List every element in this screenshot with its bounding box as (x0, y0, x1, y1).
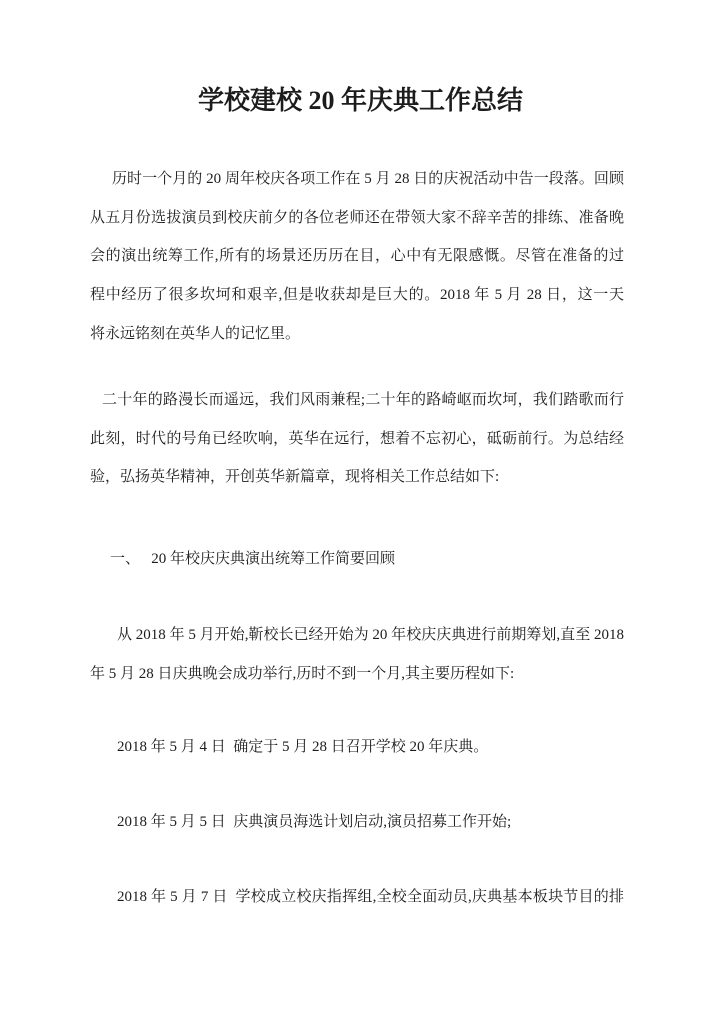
paragraph-line: 二十年的路漫长而遥远，我们风雨兼程;二十年的路崎岖而坎坷，我们踏歌而行 (102, 392, 624, 408)
paragraph-line: 此刻，时代的号角已经吹响，英华在远行，想着不忘初心，砥砺前行。为总结经 (90, 430, 624, 447)
paragraph-line: 会的演出统筹工作,所有的场景还历历在目，心中有无限感慨。尽管在准备的过 (90, 248, 624, 265)
timeline-entry-text: 2018 年 5 月 7 日 学校成立校庆指挥组,全校全面动员,庆典基本板块节目的排 (117, 889, 624, 905)
paragraph-line: 年 5 月 28 日庆典晚会成功举行,历时不到一个月,其主要历程如下: (90, 665, 515, 682)
paragraph-line: 将永远铭刻在英华人的记忆里。 (90, 325, 301, 342)
paragraph-line: 从 2018 年 5 月开始,靳校长已经开始为 20 年校庆庆典进行前期筹划,直至 2018 (117, 627, 624, 643)
paragraph-line: 从五月份选拔演员到校庆前夕的各位老师还在带领大家不辞辛苦的排练、准备晚 (90, 209, 624, 226)
page-title: 学校建校 20 年庆典工作总结 (197, 86, 523, 115)
timeline-entry-text: 2018 年 5 月 4 日 确定于 5 月 28 日召开学校 20 年庆典。 (117, 739, 489, 755)
section-heading-1: 一、 20 年校庆庆典演出统筹工作简要回顾 (110, 551, 396, 567)
timeline-entry-3 (90, 878, 624, 917)
paragraph-reflection (90, 381, 624, 497)
paragraph-planning (90, 616, 624, 693)
timeline-entry-2 (90, 803, 624, 842)
timeline-entry-1 (90, 728, 624, 767)
paragraph-line: 验，弘扬英华精神，开创英华新篇章，现将相关工作总结如下: (90, 469, 500, 486)
paragraph-opening (90, 160, 624, 353)
timeline-entry-text: 2018 年 5 月 5 日 庆典演员海选计划启动,演员招募工作开始; (117, 814, 512, 830)
section-heading-1-block (90, 540, 624, 579)
title-block (0, 81, 721, 121)
paragraph-line: 历时一个月的 20 周年校庆各项工作在 5 月 28 日的庆祝活动中告一段落。回顾 (112, 171, 624, 187)
paragraph-line: 程中经历了很多坎坷和艰辛,但是收获却是巨大的。2018 年 5 月 28 日，这一天 (90, 287, 624, 304)
